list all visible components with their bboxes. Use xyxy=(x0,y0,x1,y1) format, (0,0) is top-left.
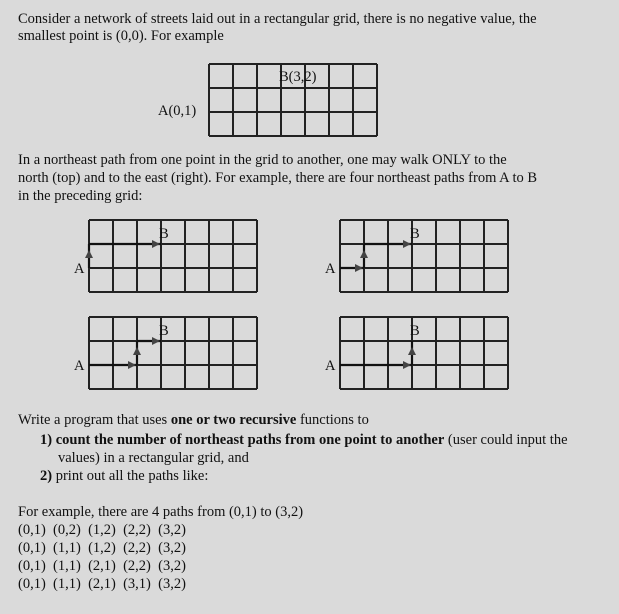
paragraph-line-2: north (top) and to the east (right). For example, there are four northeast paths from A to B xyxy=(18,170,538,186)
example-path-3: (0,1) (1,1) (2,1) (2,2) (3,2) xyxy=(18,558,186,574)
arrow-head-icon xyxy=(85,250,93,258)
label-b: B xyxy=(159,226,169,242)
label-a: A xyxy=(325,358,336,374)
task-item-2 xyxy=(40,467,208,485)
arrow-head-icon xyxy=(355,264,363,272)
item-2-number: 2) xyxy=(40,468,53,484)
arrow-head-icon xyxy=(408,347,416,355)
intro-line-2: smallest point is (0,0). For example xyxy=(18,28,224,44)
label-b: B xyxy=(410,226,420,242)
example-path-1: (0,1) (0,2) (1,2) (2,2) (3,2) xyxy=(18,522,186,538)
example-path-4: (0,1) (1,1) (2,1) (3,1) (3,2) xyxy=(18,576,186,592)
arrow-head-icon xyxy=(128,361,136,369)
arrow-head-icon xyxy=(403,361,411,369)
task-text-end: functions to xyxy=(296,412,369,428)
item-1-bold: count the number of northeast paths from one point to another xyxy=(52,432,445,448)
paragraph-line-3: in the preceding grid: xyxy=(18,188,143,204)
example-header: For example, there are 4 paths from (0,1) to (3,2) xyxy=(18,504,304,520)
label-a: A xyxy=(74,358,85,374)
label-a: A xyxy=(325,261,336,277)
arrow-head-icon xyxy=(360,250,368,258)
label-a-example: A(0,1) xyxy=(158,103,197,119)
path-grid-3 xyxy=(74,317,257,389)
task-item-1 xyxy=(40,431,568,449)
item-1-number: 1) xyxy=(40,432,53,448)
example-path-2: (0,1) (1,1) (1,2) (2,2) (3,2) xyxy=(18,540,186,556)
intro-line-1: Consider a network of streets laid out in a rectangular grid, there is no negative value, the xyxy=(18,11,537,27)
label-b: B xyxy=(410,323,420,339)
task-item-1-line-2: values) in a rectangular grid, and xyxy=(58,450,249,466)
task-text: Write a program that uses xyxy=(18,412,171,428)
paragraph-line-1: In a northeast path from one point in the grid to another, one may walk ONLY to the xyxy=(18,152,507,168)
label-a: A xyxy=(74,261,85,277)
path-grid-2 xyxy=(325,220,508,292)
arrow-head-icon xyxy=(133,347,141,355)
task-line xyxy=(18,411,369,429)
item-2-text: print out all the paths like: xyxy=(52,468,209,484)
path-grid-4 xyxy=(325,317,508,389)
path-grid-1 xyxy=(74,220,257,292)
task-bold: one or two recursive xyxy=(170,412,297,428)
label-b-example: B(3,2) xyxy=(279,69,317,85)
label-b: B xyxy=(159,323,169,339)
item-1-rest: (user could input the xyxy=(444,432,568,448)
path-grids xyxy=(74,220,508,389)
